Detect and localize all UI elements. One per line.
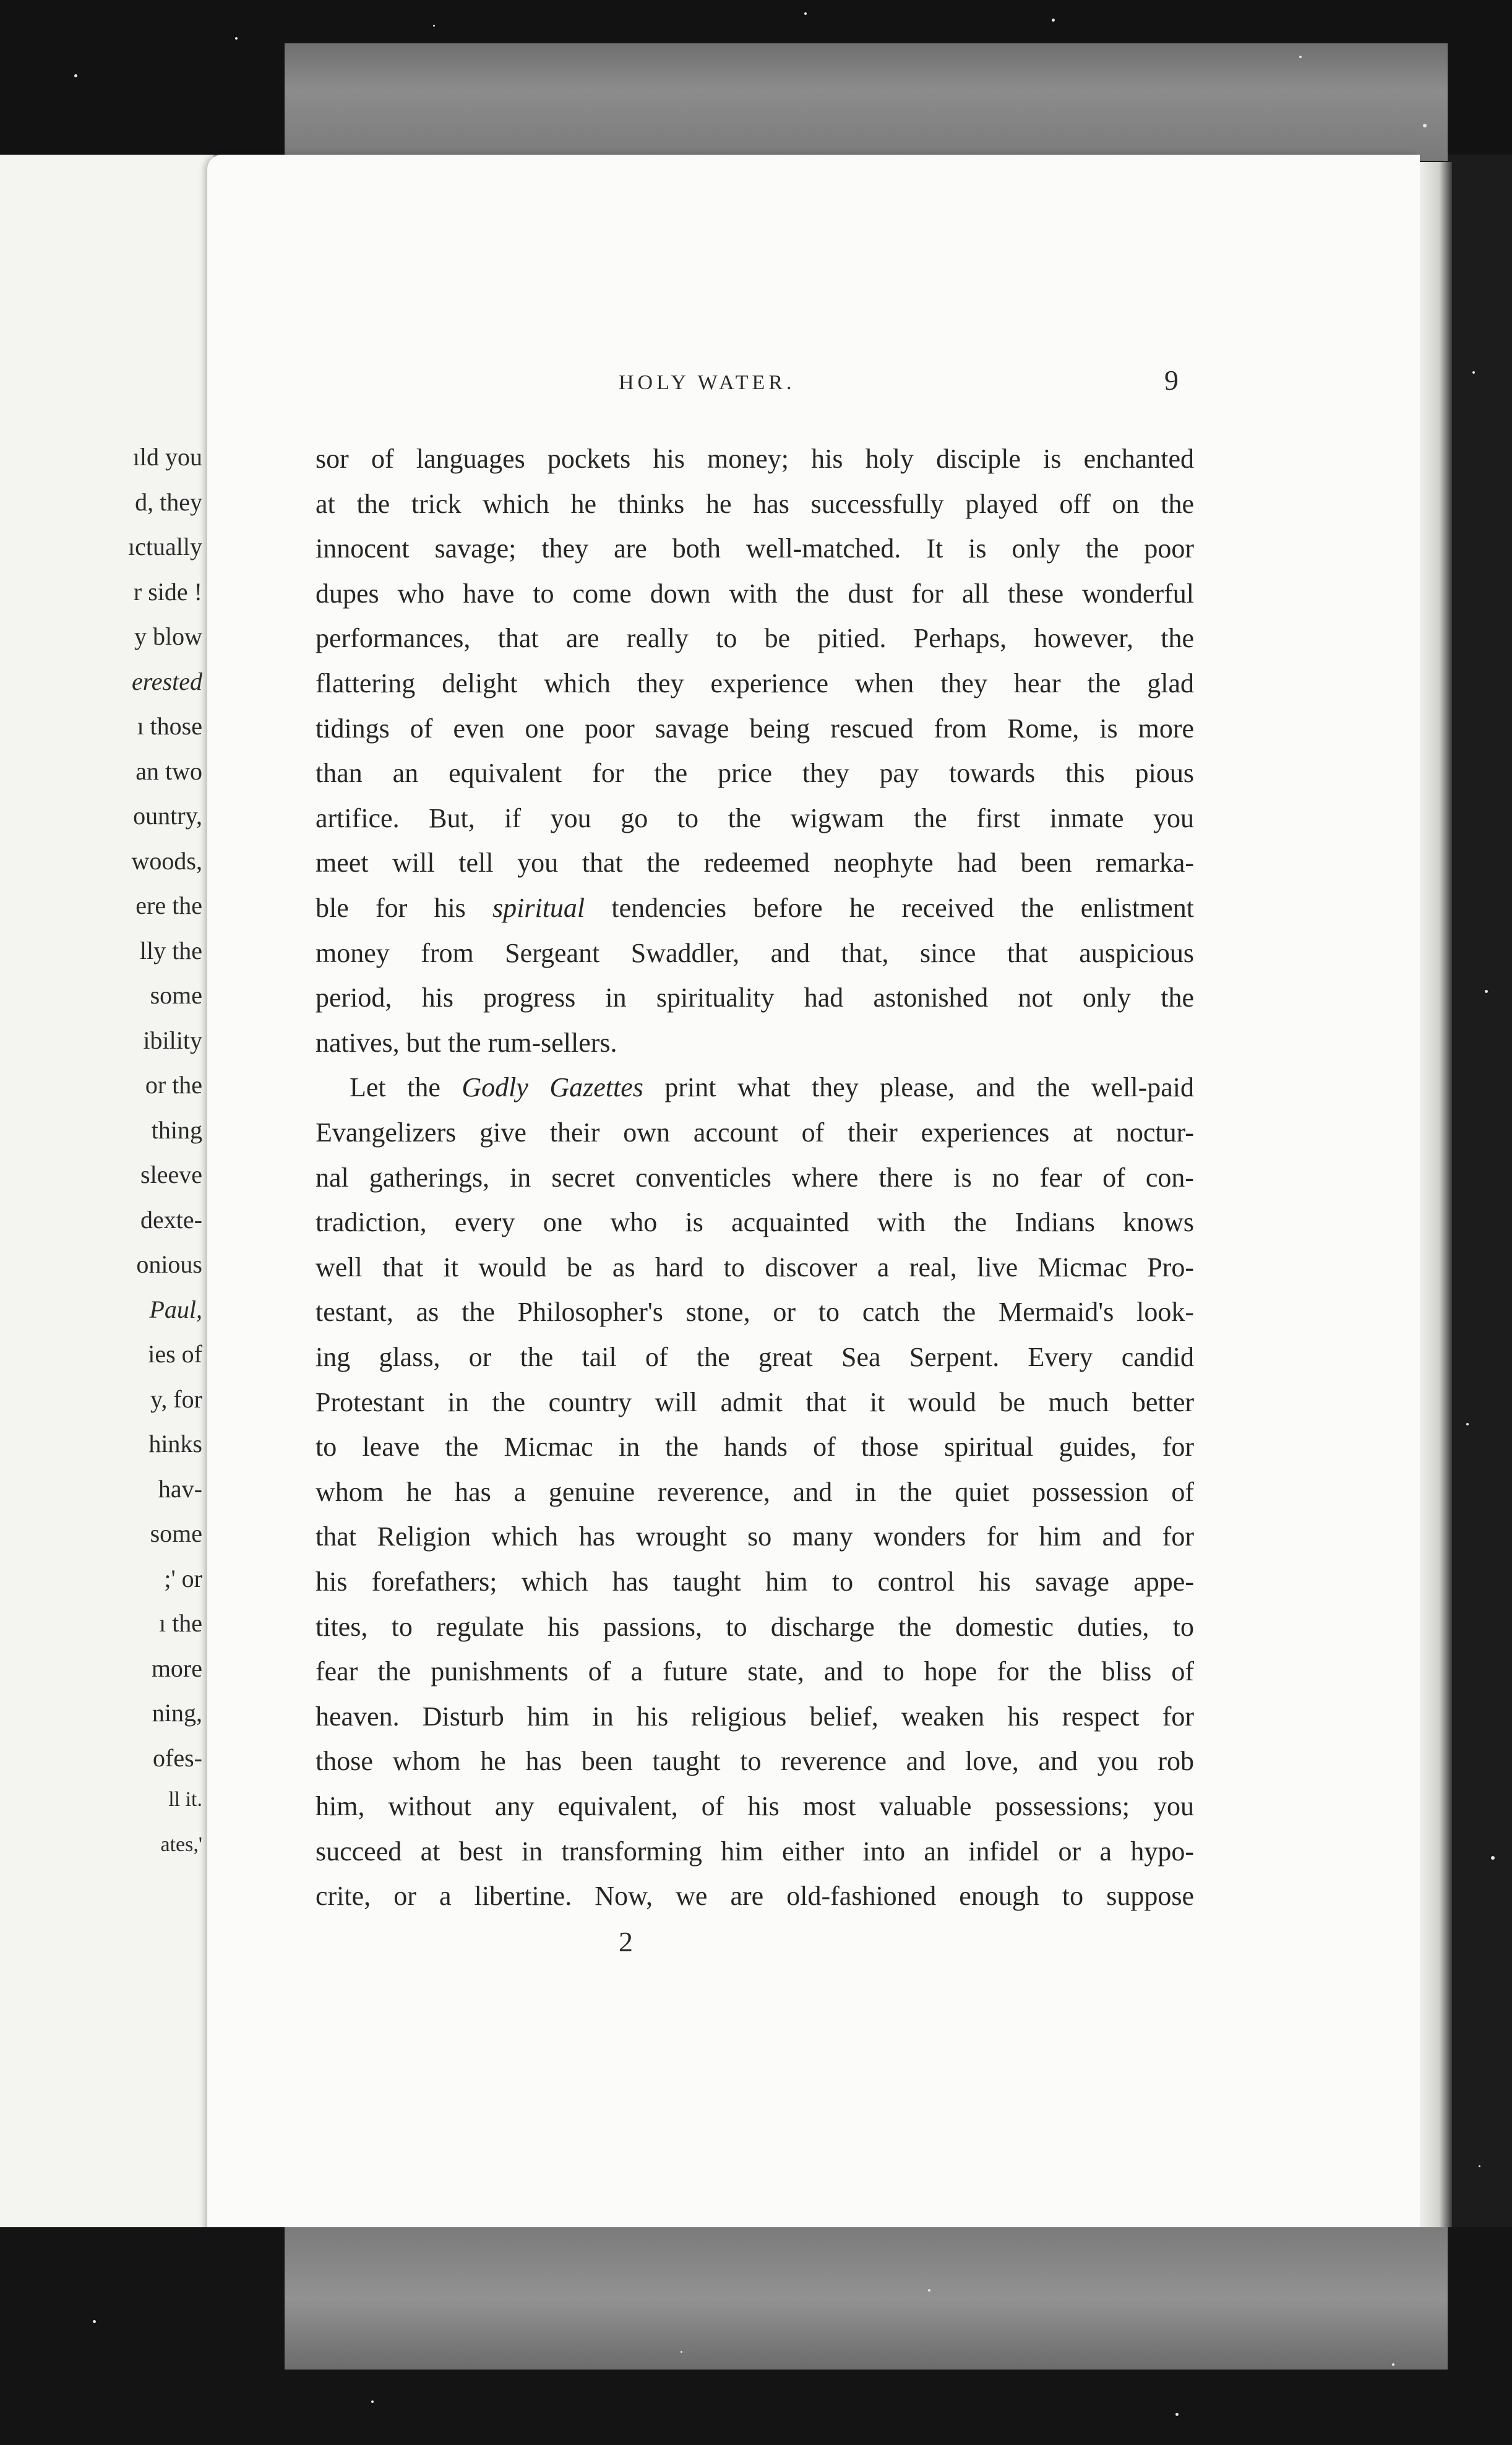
- text-line: [316, 1384, 1194, 1421]
- left-page-line: some: [150, 1519, 202, 1547]
- speck: [1392, 2363, 1394, 2366]
- text-span: natives, but the rum-sellers.: [316, 1027, 617, 1058]
- text-span: tidings of even one poor savage being rescued from Rome, is more: [316, 713, 1194, 744]
- text-line: [316, 1159, 1194, 1197]
- left-page-line: erested: [131, 667, 202, 695]
- left-page-line: woods,: [131, 846, 202, 875]
- text-span: that Religion which has wrought so many wonders for him and for: [316, 1521, 1194, 1552]
- speck: [235, 37, 238, 40]
- text-line: [316, 1698, 1194, 1735]
- text-span: sor of languages pockets his money; his holy disciple is enchanted: [316, 444, 1194, 474]
- text-span: money from Sergeant Swaddler, and that, since that auspicious: [316, 937, 1194, 968]
- left-page-line: y blow: [134, 622, 202, 650]
- italic-span: Godly Gazettes: [462, 1072, 643, 1103]
- speck: [74, 74, 77, 77]
- left-page-line: ibility: [143, 1026, 202, 1054]
- text-span: fear the punishments of a future state, and to hope for the bliss of: [316, 1656, 1194, 1687]
- text-span: his forefathers; which has taught him to control his savage appe-: [316, 1566, 1194, 1597]
- speck: [928, 2289, 930, 2292]
- left-page-line: ofes-: [153, 1743, 202, 1772]
- text-span: him, without any equivalent, of his most valuable possessions; you: [316, 1791, 1194, 1821]
- text-span: tendencies before he received the enlistment: [585, 893, 1195, 923]
- speck: [1423, 124, 1427, 127]
- page-number: 9: [1164, 364, 1179, 396]
- left-page-line: ies of: [148, 1340, 202, 1368]
- left-page-line: ere the: [135, 892, 202, 919]
- text-line: [316, 1474, 1194, 1511]
- film-band-top: [285, 43, 1448, 161]
- text-span: ing glass, or the tail of the great Sea Serpent. Every candid: [316, 1342, 1194, 1372]
- text-line: [316, 1339, 1194, 1376]
- left-page-line: ning,: [152, 1699, 202, 1727]
- text-span: Evangelizers give their own account of their experiences at noctur-: [316, 1117, 1194, 1148]
- left-page-line: ıctually: [128, 533, 202, 561]
- speck: [1472, 371, 1475, 374]
- left-page-line: hav-: [158, 1474, 202, 1503]
- left-page-line: more: [151, 1654, 202, 1682]
- speck: [1052, 19, 1055, 22]
- text-line: [316, 620, 1194, 657]
- left-page-line: dexte-: [140, 1205, 202, 1234]
- text-span: nal gatherings, in secret conventicles where there is no fear of con-: [316, 1162, 1194, 1193]
- text-span: dupes who have to come down with the dust for all these wonderful: [316, 578, 1194, 609]
- text-span: tites, to regulate his passions, to discharge the domestic duties, to: [316, 1611, 1194, 1642]
- left-page-line: ll it.: [168, 1788, 202, 1811]
- running-head: HOLY WATER.: [619, 371, 796, 394]
- text-span: than an equivalent for the price they pay towards this pious: [316, 758, 1194, 789]
- text-line: [350, 1069, 1194, 1106]
- left-page-line: ıld you: [132, 443, 202, 471]
- text-line: [316, 1518, 1194, 1555]
- text-line: [316, 440, 1194, 478]
- text-line: [316, 530, 1194, 567]
- speck: [1485, 990, 1488, 993]
- text-span: those whom he has been taught to reverence and love, and you rob: [316, 1746, 1194, 1777]
- text-span: Let the: [350, 1072, 462, 1103]
- left-page-line: onious: [136, 1250, 202, 1278]
- speck: [804, 12, 807, 15]
- text-line: [316, 1429, 1194, 1466]
- left-page-line: ı the: [159, 1609, 202, 1637]
- left-page-line: ates,': [160, 1833, 202, 1856]
- text-span: whom he has a genuine reverence, and in the quiet possession of: [316, 1476, 1194, 1507]
- text-span: heaven. Disturb him in his religious belief, weaken his respect for: [316, 1701, 1194, 1732]
- text-span: crite, or a libertine. Now, we are old-fashioned enough to suppose: [316, 1881, 1194, 1912]
- left-page-line: y, for: [150, 1385, 202, 1413]
- text-span: meet will tell you that the redeemed neophyte had been remarka-: [316, 848, 1194, 879]
- left-page-fragment: [0, 155, 216, 2233]
- text-span: print what they please, and the well-paid: [643, 1072, 1195, 1103]
- speck: [1175, 2413, 1179, 2416]
- page-edge: [1420, 162, 1452, 2241]
- speck: [1491, 1856, 1495, 1860]
- text-span: well that it would be as hard to discover a real, live Micmac Pro-: [316, 1252, 1194, 1283]
- left-page-line: ;' or: [164, 1564, 202, 1592]
- speck: [433, 25, 435, 27]
- text-line: [316, 844, 1194, 882]
- text-line: [316, 755, 1194, 792]
- text-span: period, his progress in spirituality had astonished not only the: [316, 982, 1194, 1013]
- text-span: at the trick which he thinks he has successfully played off on the: [316, 488, 1194, 519]
- film-band-bottom: [285, 2227, 1448, 2370]
- text-line: [316, 979, 1194, 1016]
- left-page-line: thing: [151, 1115, 202, 1144]
- text-line: [316, 1609, 1194, 1646]
- left-page-line: sleeve: [140, 1161, 202, 1188]
- text-line: [316, 575, 1194, 612]
- text-span: performances, that are really to be pitied. Perhaps, however, the: [316, 623, 1194, 654]
- text-line: [316, 1743, 1194, 1780]
- left-page-line: an two: [135, 757, 202, 785]
- text-line: [316, 1563, 1194, 1601]
- text-span: artifice. But, if you go to the wigwam the first inmate you: [316, 802, 1194, 833]
- text-line: [316, 1878, 1194, 1915]
- text-span: testant, as the Philosopher's stone, or to catch the Mermaid's look-: [316, 1297, 1194, 1328]
- text-span: flattering delight which they experience when they hear the glad: [316, 668, 1194, 698]
- left-page-line: d, they: [135, 488, 202, 516]
- speck: [1466, 1423, 1469, 1425]
- text-line: [316, 1204, 1194, 1241]
- left-page-line: ountry,: [133, 802, 202, 830]
- text-line: [316, 1025, 1194, 1062]
- left-page-line: hinks: [148, 1430, 202, 1458]
- speck: [681, 2351, 682, 2353]
- text-line: [316, 1833, 1194, 1870]
- speck: [371, 2400, 374, 2403]
- signature-mark: 2: [619, 1926, 633, 1957]
- text-line: [316, 710, 1194, 747]
- text-line: [316, 1114, 1194, 1151]
- text-span: ble for his: [316, 893, 493, 923]
- left-page-line: lly the: [139, 936, 202, 965]
- text-span: Protestant in the country will admit that it would be much better: [316, 1386, 1194, 1417]
- speck: [1299, 56, 1302, 58]
- left-page-line: or the: [145, 1071, 202, 1099]
- left-page-line: r side !: [133, 577, 202, 606]
- text-line: [316, 1249, 1194, 1286]
- left-page-line: Paul,: [149, 1295, 202, 1323]
- speck: [1479, 2165, 1480, 2167]
- left-page-line: ı those: [137, 712, 202, 740]
- left-page-line: some: [150, 981, 202, 1009]
- text-line: [316, 665, 1194, 702]
- text-line: [316, 800, 1194, 837]
- text-line: [316, 890, 1194, 927]
- text-line: [316, 935, 1194, 972]
- text-span: tradiction, every one who is acquainted with the Indians knows: [316, 1207, 1194, 1238]
- text-span: innocent savage; they are both well-matched. It is only the poor: [316, 533, 1194, 564]
- text-line: [316, 486, 1194, 523]
- text-line: [316, 1653, 1194, 1690]
- text-span: succeed at best in transforming him either into an infidel or a hypo-: [316, 1836, 1194, 1867]
- text-line: [316, 1788, 1194, 1825]
- speck: [93, 2320, 96, 2323]
- italic-span: spiritual: [492, 893, 585, 923]
- text-line: [316, 1294, 1194, 1331]
- text-span: to leave the Micmac in the hands of those spiritual guides, for: [316, 1432, 1194, 1463]
